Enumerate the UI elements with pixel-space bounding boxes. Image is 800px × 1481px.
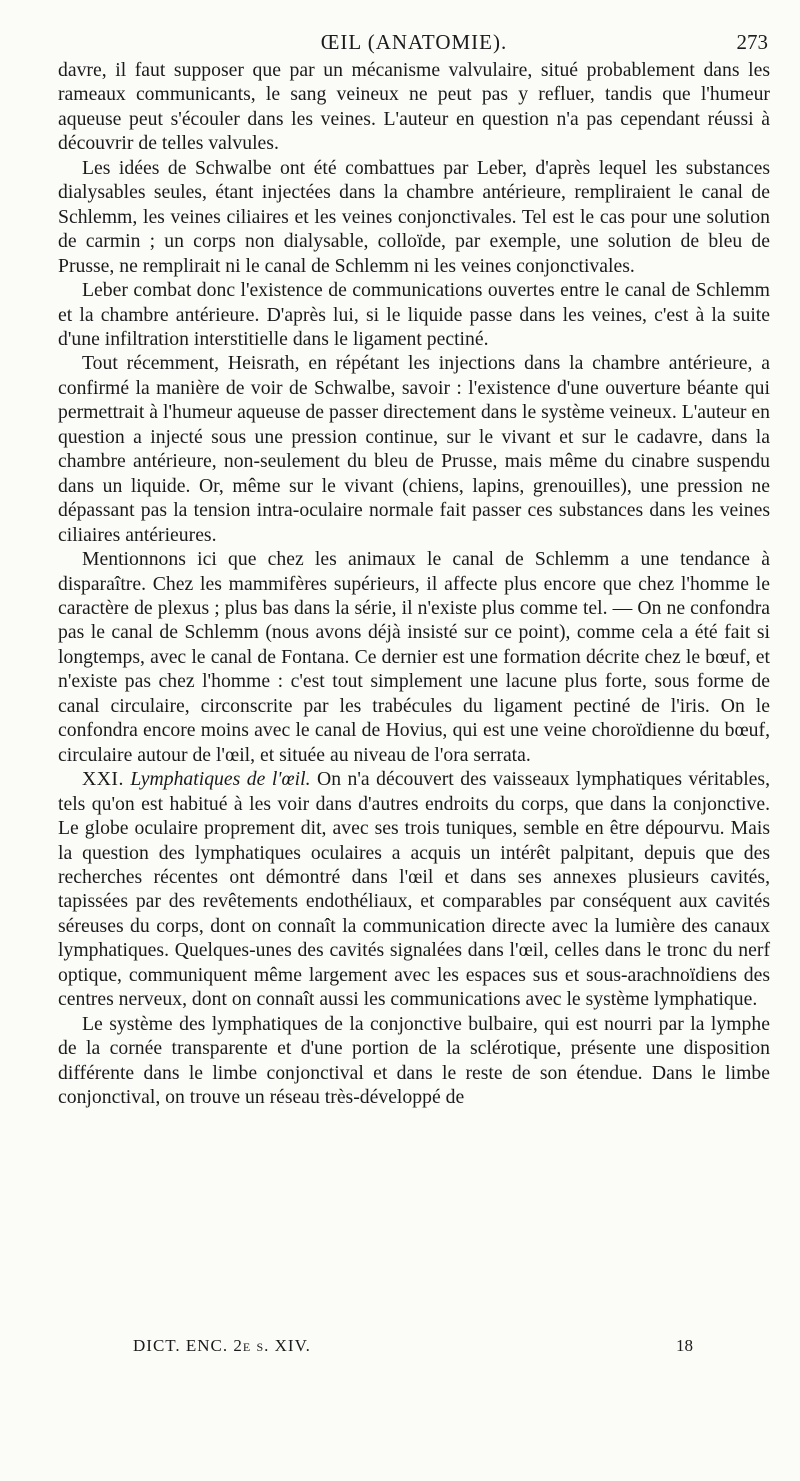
paragraph-text: On n'a découvert des vaisseaux lymphatiques véritables, tels qu'on est habitué à les voir dans d'autres endroits du corps, que dans la conjonctive. Le globe oculaire proprement dit, avec ses trois tuniques, semble en être dépourvu. Mais la question des lymphatiques oculaires a acquis un intérêt palpitant, depuis que des recherches récentes ont démontré dans l'œil et dans ses annexes plusieurs cavités, tapissées par des revêtements endothéliaux, et comparables par conséquent aux cavités séreuses du corps, dont on connaît la communication directe avec la lumière des canaux lymphatiques. Quelques-unes des cavités signalées dans l'œil, celles dans le tronc du nerf optique, communiquent même largement avec les espaces sus et sous-arachnoïdiens des centres nerveux, dont on connaît aussi les communications avec le système lymphatique. [58,768,771,1011]
page-footer [133,1336,693,1360]
sheet-number: 18 [676,1336,693,1355]
paragraph [58,1012,770,1110]
paragraph [58,547,770,767]
paragraph [58,58,770,156]
section-number: XXI. [82,768,124,791]
text-body [58,58,770,1109]
running-title: ŒIL (ANATOMIE). [320,30,508,54]
paragraph-text: Mentionnons ici que chez les animaux le canal de Schlemm a une tendance à disparaître. Chez les mammifères supérieurs, il affecte plus encore que chez l'homme le caractère de plexus ; plus bas dans la série, il n'existe plus comme tel. — On ne confondra pas le canal de Schlemm (nous avons déjà insisté sur ce point), comme cela a été fait si longtemps, avec le canal de Fontana. Ce dernier est une formation décrite chez le bœuf, et n'existe pas chez l'homme : c'est tout simplement une lacune plus forte, sous forme de canal circulaire, circonscrite par les trabécules du ligament pectiné de l'iris. On le confondra encore moins avec le canal de Hovius, qui est une veine choroïdienne du bœuf, circulaire autour de l'œil, et située au niveau de l'ora serrata. [58,548,770,766]
page-number: 273 [736,30,768,54]
paragraph-text: Leber combat donc l'existence de communications ouvertes entre le canal de Schlemm et la chambre antérieure. D'après lui, si le liquide passe dans les veines, c'est à la suite d'une infiltration interstitielle dans le ligament pectiné. [58,279,770,350]
paragraph [58,156,770,278]
paragraph [58,278,770,351]
signature-mark: DICT. ENC. 2e s. XIV. [133,1336,311,1355]
paragraph-text: Le système des lymphatiques de la conjonctive bulbaire, qui est nourri par la lymphe de la cornée transparente et d'une portion de la sclérotique, présente une disposition différente dans le limbe conjonctival et dans le reste de son étendue. Dans le limbe conjonctival, on trouve un réseau très-développé de [58,1012,770,1109]
section-title: Lymphatiques de l'œil. [130,768,311,791]
section-paragraph [58,767,770,1012]
running-header [60,30,768,56]
paragraph [58,351,770,547]
paragraph-text: Les idées de Schwalbe ont été combattues par Leber, d'après lequel les substances dialysables seules, étant injectées dans la chambre antérieure, rempliraient le canal de Schlemm, les veines ciliaires et les veines conjonctivales. Tel est le cas pour une solution de carmin ; un corps non dialysable, colloïde, par exemple, une solution de bleu de Prusse, ne remplirait ni le canal de Schlemm ni les veines conjonctivales. [58,156,770,277]
paragraph-text: davre, il faut supposer que par un mécanisme valvulaire, situé probablement dans les rameaux communicants, le sang veineux ne peut pas y refluer, tandis que l'humeur aqueuse peut s'écouler dans les veines. L'auteur en question n'a pas cependant réussi à découvrir de telles valvules. [58,59,770,155]
paragraph-text: Tout récemment, Heisrath, en répétant les injections dans la chambre antérieure, a confirmé la manière de voir de Schwalbe, savoir : l'existence d'une ouverture béante qui permettrait à l'humeur aqueuse de passer directement dans le système veineux. L'auteur en question a injecté sous une pression continue, sur le vivant et sur le cadavre, dans la chambre antérieure, non-seulement du bleu de Prusse, mais même du cinabre suspendu dans un liquide. Or, même sur le vivant (chiens, lapins, grenouilles), une pression ne dépassant pas la tension intra-oculaire normale fait passer ces substances dans les veines ciliaires antérieures. [58,352,770,546]
